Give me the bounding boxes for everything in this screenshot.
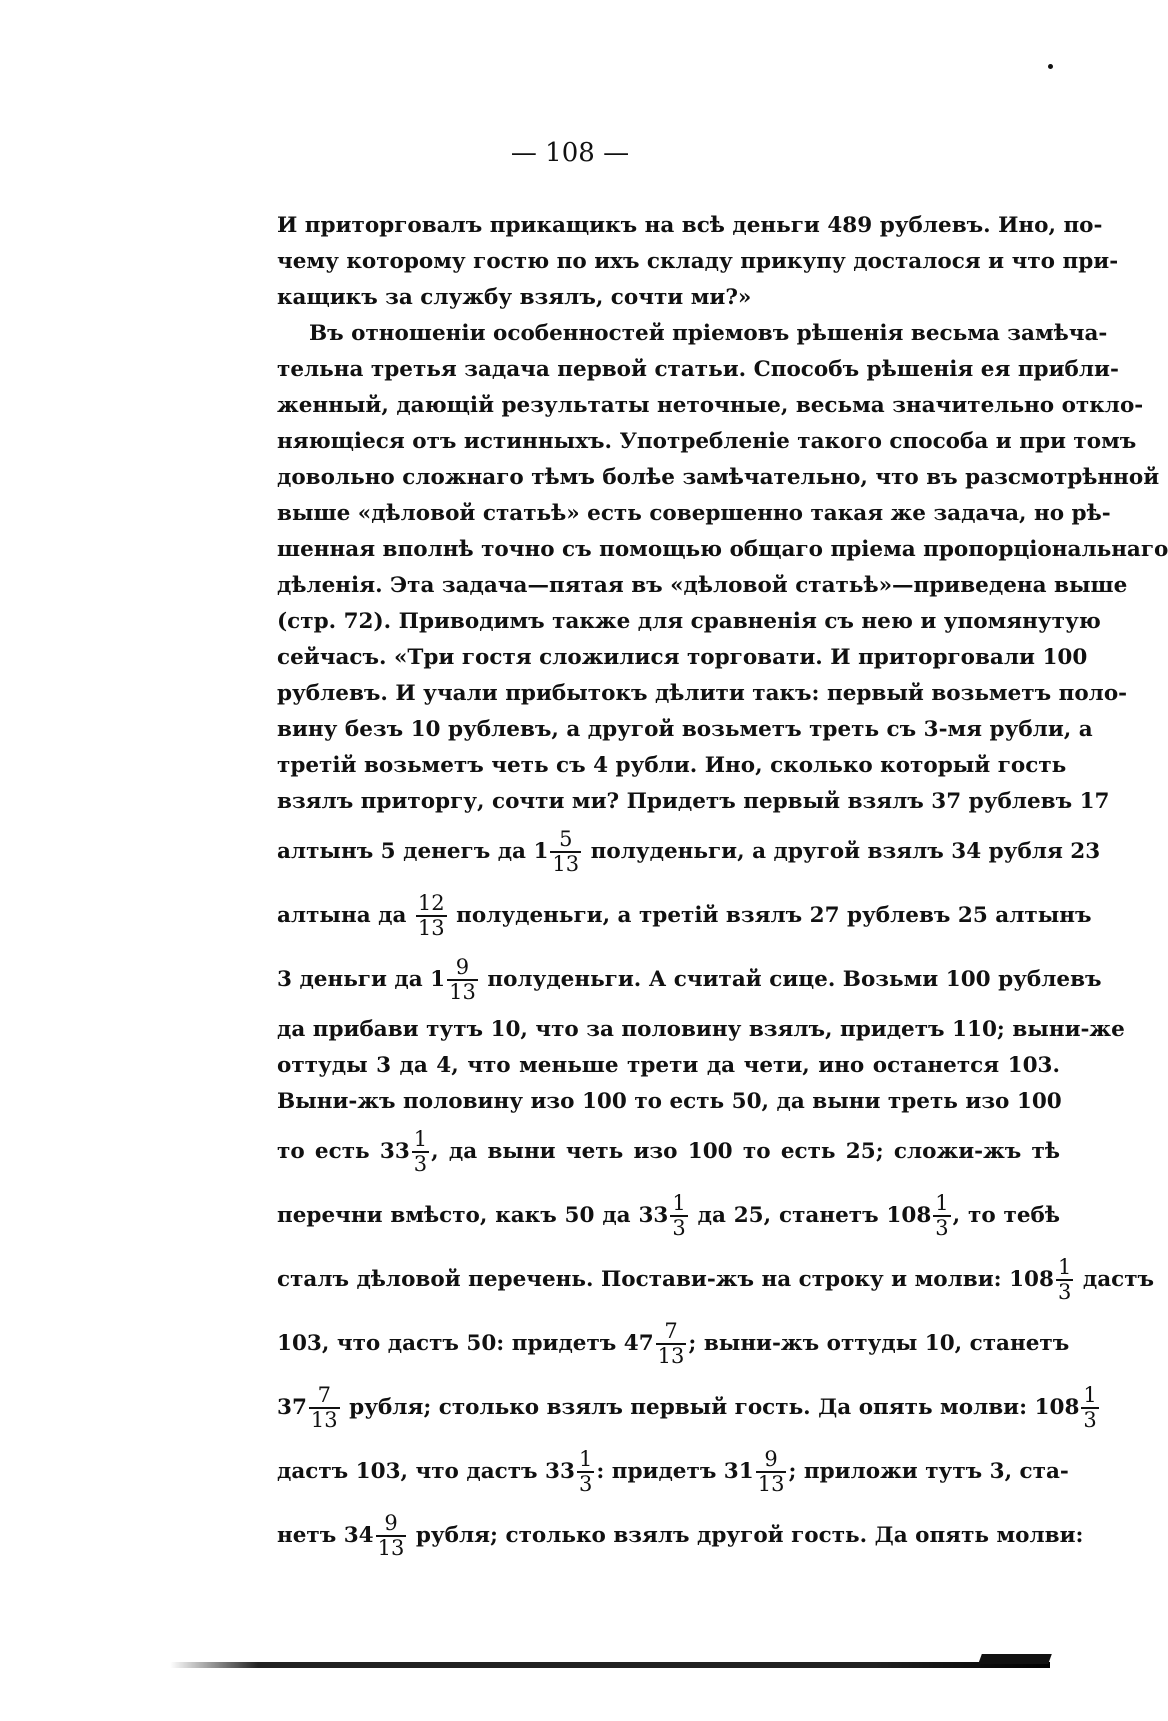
bottom-rule-flourish — [978, 1654, 1052, 1664]
numerator: 7 — [664, 1319, 678, 1343]
denominator: 13 — [657, 1344, 685, 1368]
line-text: дастъ — [1082, 1267, 1155, 1292]
page-number: — 108 — — [510, 138, 630, 168]
text-line-fraction — [277, 1184, 1060, 1248]
line-text: 37 — [277, 1395, 307, 1420]
denominator: 3 — [935, 1216, 949, 1240]
denominator: 3 — [1057, 1280, 1072, 1304]
line-text: дастъ 103, что дастъ 33 — [277, 1459, 575, 1484]
text-line: женный, дающій результаты неточные, весьма значительно откло- — [277, 393, 1144, 418]
text-line: чему которому гостю по ихъ складу прикупу досталося и что при- — [277, 249, 1119, 274]
line-text: , да выни четь изо 100 то есть 25; сложи-жъ тѣ — [431, 1139, 1060, 1164]
text-line: довольно сложнаго тѣмъ болѣе замѣчательно, что въ разсмотрѣнной — [277, 465, 1160, 490]
text-line: рублевъ. И учали прибытокъ дѣлити такъ: первый возьметъ поло- — [277, 681, 1128, 706]
text-line: оттуды 3 да 4, что меньше трети да чети, ино останется 103. — [277, 1053, 1060, 1078]
line-text: : придетъ 31 — [596, 1459, 754, 1484]
line-text: рубля; столько взялъ первый гость. Да опять молви: 108 — [349, 1395, 1080, 1420]
fraction — [447, 956, 478, 1004]
line-text: 3 деньги да 1 — [277, 967, 446, 992]
text-line: кащикъ за службу взялъ, сочти ми?» — [277, 285, 752, 310]
text-line: тельна третья задача первой статьи. Способъ рѣшенія ея прибли- — [277, 357, 1119, 382]
text-line-fraction — [277, 1504, 1084, 1568]
line-text: полуденьги. А считай сице. Возьми 100 рублевъ — [487, 967, 1102, 992]
text-line-fraction — [277, 884, 1092, 948]
fraction — [412, 1128, 429, 1176]
line-text: ; приложи тутъ 3, ста- — [788, 1459, 1069, 1484]
fraction — [577, 1448, 594, 1496]
denominator: 13 — [449, 980, 476, 1004]
numerator: 7 — [317, 1383, 331, 1407]
text-line-fraction — [277, 1376, 1097, 1440]
numerator: 5 — [559, 827, 573, 851]
numerator: 1 — [935, 1191, 949, 1215]
fraction — [376, 1512, 407, 1560]
line-text: ; выни-жъ оттуды 10, станетъ — [688, 1331, 1070, 1356]
text-line: шенная вполнѣ точно съ помощью общаго пріема пропорціональнаго — [277, 537, 1168, 562]
bottom-rule — [170, 1662, 1050, 1668]
numerator: 1 — [413, 1127, 428, 1151]
text-line-fraction — [277, 948, 1102, 1012]
line-text: то есть 33 — [277, 1139, 410, 1164]
fraction — [656, 1320, 687, 1368]
text-line-fraction — [277, 1440, 1069, 1504]
text-line: няющіеся отъ истинныхъ. Употребленіе такого способа и при томъ — [277, 429, 1137, 454]
text-line: взялъ приторгу, сочти ми? Придетъ первый взялъ 37 рублевъ 17 — [277, 789, 1110, 814]
line-text: , то тебѣ — [952, 1203, 1060, 1228]
text-line: третій возьметъ четь съ 4 рубли. Ино, сколько который гость — [277, 753, 1067, 778]
denominator: 3 — [672, 1216, 686, 1240]
line-text: нетъ 34 — [277, 1523, 374, 1548]
text-line: да прибави тутъ 10, что за половину взялъ, придетъ 110; выни-же — [277, 1017, 1125, 1042]
line-text: полуденьги, а третій взялъ 27 рублевъ 25 алтынъ — [456, 903, 1092, 928]
text-line: (стр. 72). Приводимъ также для сравненія съ нею и упомянутую — [277, 609, 1101, 634]
body-text — [277, 208, 1168, 1568]
denominator: 3 — [578, 1472, 593, 1496]
numerator: 12 — [417, 891, 445, 915]
line-text: рубля; столько взялъ другой гость. Да опять молви: — [415, 1523, 1084, 1548]
text-line: Выни-жъ половину изо 100 то есть 50, да выни треть изо 100 — [277, 1089, 1062, 1114]
line-text: сталъ дѣловой перечень. Постави-жъ на строку и молви: 108 — [277, 1267, 1054, 1292]
line-text: перечни вмѣсто, какъ 50 да 33 — [277, 1203, 669, 1228]
numerator: 1 — [578, 1447, 593, 1471]
numerator: 1 — [672, 1191, 686, 1215]
fraction — [1056, 1256, 1073, 1304]
line-text: алтына да — [277, 903, 407, 928]
fraction — [309, 1384, 340, 1432]
denominator: 13 — [417, 916, 445, 940]
line-text: алтынъ 5 денегъ да 1 — [277, 839, 549, 864]
denominator: 3 — [413, 1152, 428, 1176]
text-line-fraction — [277, 820, 1101, 884]
denominator: 13 — [377, 1536, 405, 1560]
fraction — [670, 1192, 687, 1240]
line-text: да 25, станетъ 108 — [697, 1203, 932, 1228]
fraction — [933, 1192, 950, 1240]
text-line: вину безъ 10 рублевъ, а другой возьметъ треть съ 3-мя рубли, а — [277, 717, 1093, 742]
numerator: 9 — [764, 1447, 778, 1471]
fraction — [756, 1448, 787, 1496]
denominator: 13 — [552, 852, 580, 876]
text-line: Въ отношеніи особенностей пріемовъ рѣшенія весьма замѣча- — [309, 321, 1108, 346]
denominator: 3 — [1083, 1408, 1097, 1432]
numerator: 1 — [1083, 1383, 1097, 1407]
text-line: И приторговалъ прикащикъ на всѣ деньги 489 рублевъ. Ино, по- — [277, 213, 1103, 238]
line-text: 103, что дастъ 50: придетъ 47 — [277, 1331, 654, 1356]
denominator: 13 — [757, 1472, 785, 1496]
fraction — [1081, 1384, 1098, 1432]
numerator: 1 — [1057, 1255, 1072, 1279]
text-line-fraction — [277, 1248, 1155, 1312]
text-line-fraction — [277, 1120, 1060, 1184]
fraction — [416, 892, 447, 940]
fraction — [550, 828, 581, 876]
numerator: 9 — [455, 955, 470, 979]
numerator: 9 — [384, 1511, 398, 1535]
ink-dot — [1048, 64, 1053, 69]
text-line-fraction — [277, 1312, 1070, 1376]
text-line: выше «дѣловой статьѣ» есть совершенно такая же задача, но рѣ- — [277, 501, 1111, 526]
denominator: 13 — [310, 1408, 338, 1432]
line-text: полуденьги, а другой взялъ 34 рубля 23 — [590, 839, 1101, 864]
text-line: дѣленія. Эта задача—пятая въ «дѣловой статьѣ»—приведена выше — [277, 573, 1128, 598]
text-line: сейчасъ. «Три гостя сложилися торговати. И приторговали 100 — [277, 645, 1088, 670]
